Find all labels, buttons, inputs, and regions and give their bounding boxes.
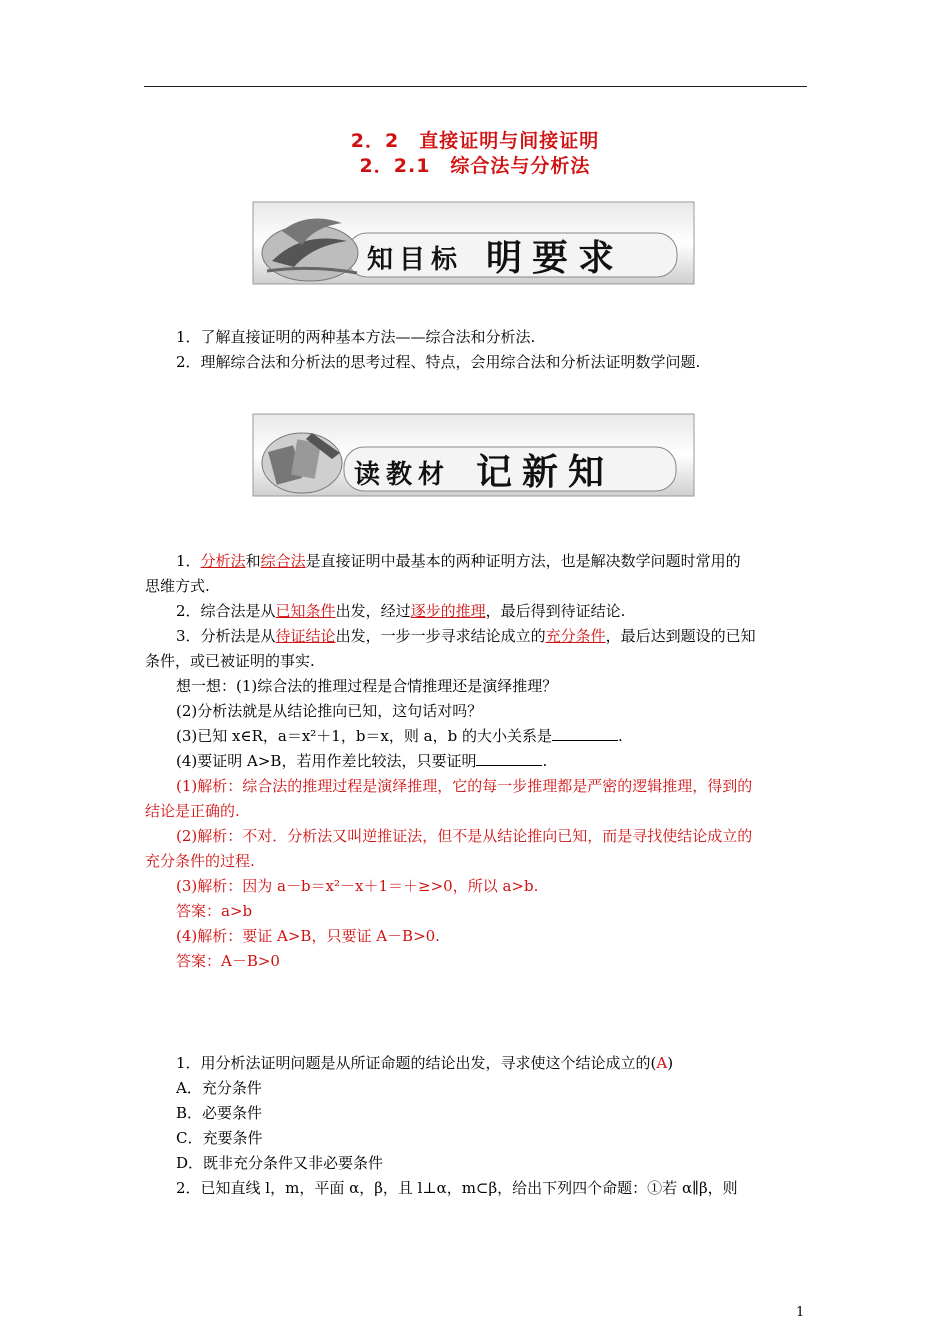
answer-1: (1)解析：综合法的推理过程是演绎推理，它的每一步推理都是严密的逻辑推理，得到的 (176, 777, 753, 795)
answer-blank (552, 726, 618, 741)
knowledge-1-cont: 思维方式. (145, 577, 210, 595)
banner-goals-label-a: 知目标 (367, 245, 464, 275)
answer-3-final: 答案：a>b (176, 902, 253, 920)
option-b: B．必要条件 (176, 1104, 263, 1122)
banner-goals (252, 201, 695, 285)
answer-4-final: 答案：A－B>0 (176, 952, 280, 970)
answer-4: (4)解析：要证 A>B，只要证 A－B>0. (176, 927, 440, 945)
exercise-1: 1．用分析法证明问题是从所证命题的结论出发，寻求使这个结论成立的(A) (176, 1054, 674, 1072)
think-q3: (3)已知 x∈R，a＝x²＋1，b＝x，则 a，b 的大小关系是 . (176, 727, 623, 745)
option-a: A．充分条件 (176, 1079, 262, 1097)
knowledge-1: 1．分析法和综合法是直接证明中最基本的两种证明方法，也是解决数学问题时常用的 (176, 552, 741, 570)
books-icon (262, 433, 342, 493)
goal-2: 2．理解综合法和分析法的思考过程、特点，会用综合法和分析法证明数学问题. (176, 353, 701, 371)
banner-goals-label-b: 明要求 (486, 237, 625, 279)
knowledge-3: 3．分析法是从待证结论出发，一步一步寻求结论成立的充分条件，最后达到题设的已知 (176, 627, 756, 645)
think-q4: (4)要证明 A>B，若用作差比较法，只要证明 . (176, 752, 548, 770)
banner-knowledge-label-b: 记新知 (476, 451, 615, 493)
option-d: D．既非充分条件又非必要条件 (176, 1154, 384, 1172)
exercise-2: 2．已知直线 l，m，平面 α，β，且 l⊥α，m⊂β，给出下列四个命题：①若 α∥β，则 (176, 1179, 738, 1197)
answer-2-cont: 充分条件的过程. (145, 852, 255, 870)
section-title: 2．2 直接证明与间接证明 (350, 130, 600, 152)
answer-2: (2)解析：不对．分析法又叫逆推证法，但不是从结论推向已知，而是寻找使结论成立的 (176, 827, 753, 845)
knowledge-2: 2．综合法是从已知条件出发，经过逐步的推理，最后得到待证结论. (176, 602, 626, 620)
banner-knowledge (252, 413, 695, 497)
fill-in-answer: 已知条件 (275, 602, 336, 620)
fill-in-answer: 分析法 (200, 552, 246, 570)
fill-in-answer: 待证结论 (275, 627, 336, 645)
header-rule (144, 86, 807, 87)
answer-3: (3)解析：因为 a－b＝x²－x＋1＝＋≥>0，所以 a>b. (176, 877, 539, 895)
banner-knowledge-label-a: 读教材 (354, 460, 451, 490)
option-c: C．充要条件 (176, 1129, 263, 1147)
goal-1: 1．了解直接证明的两种基本方法——综合法和分析法. (176, 328, 536, 346)
answer-blank (476, 751, 542, 766)
think-q2: (2)分析法就是从结论推向已知，这句话对吗？ (176, 702, 483, 720)
answer-1-cont: 结论是正确的. (145, 802, 240, 820)
fill-in-answer: 综合法 (260, 552, 306, 570)
think-q1: 想一想：(1)综合法的推理过程是合情推理还是演绎推理？ (176, 677, 558, 695)
fill-in-answer: 充分条件 (545, 627, 606, 645)
knowledge-3-cont: 条件，或已被证明的事实. (145, 652, 315, 670)
page-number: 1 (796, 1305, 805, 1320)
fill-in-answer: 逐步的推理 (410, 602, 486, 620)
subsection-title: 2．2.1 综合法与分析法 (359, 155, 591, 177)
exercise-1-answer: A (656, 1054, 668, 1072)
